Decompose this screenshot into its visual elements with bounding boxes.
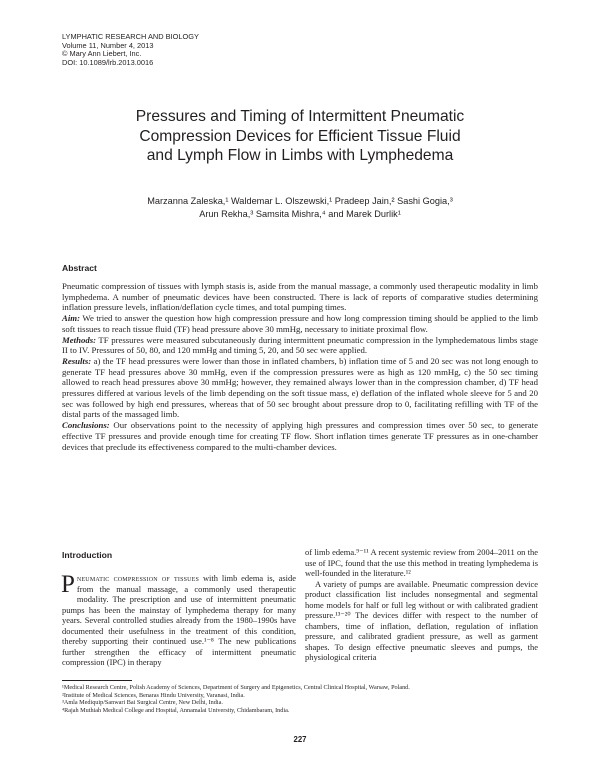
footnotes bbox=[62, 684, 538, 715]
authors-line: Marzanna Zaleska,¹ Waldemar L. Olszewski,¹ Pradeep Jain,² Sashi Gogia,³ bbox=[147, 196, 453, 206]
journal-volume: Volume 11, Number 4, 2013 bbox=[62, 40, 154, 50]
intro-paragraph bbox=[62, 573, 296, 668]
results-label: Results: bbox=[62, 355, 92, 366]
footnote-rule bbox=[62, 680, 132, 681]
author-list bbox=[62, 195, 538, 220]
abstract-background: Pneumatic compression of tissues with lymph stasis is, aside from the manual massage, a commonly used therapeutic modality in limb lymphedema. A number of pneumatic devices have been constructed. There is lack of reports of comparative studies determining inflation pressure levels, inflation/deflation cycle times, and total pumping times. bbox=[62, 281, 538, 313]
right-column bbox=[305, 547, 538, 663]
conclusions-label: Conclusions: bbox=[62, 420, 110, 431]
methods-text: TF pressures were measured subcutaneously during intermittent pneumatic compression in the lymphedematous limbs stage II to IV. Pressures of 50, 80, and 120 mmHg and timing 5, 20, and 50 sec were applied. bbox=[62, 334, 538, 356]
footnote: ²Institute of Medical Sciences, Benaras Hindu University, Varanasi, India. bbox=[62, 691, 245, 699]
drop-cap: P bbox=[61, 571, 75, 598]
footnote: ⁴Rajah Muthiah Medical College and Hospital, Annamalai University, Chidambaram, India. bbox=[62, 707, 290, 715]
article-title bbox=[62, 107, 538, 166]
journal-name: LYMPHATIC RESEARCH AND BIOLOGY bbox=[62, 32, 199, 41]
journal-doi: DOI: 10.1089/lrb.2013.0016 bbox=[62, 57, 154, 67]
footnote: ¹Medical Research Centre, Polish Academy of Sciences, Department of Surgery and Epigenetics, Central Clinical Hospital, Warsaw, Poland. bbox=[62, 684, 410, 691]
journal-copyright: © Mary Ann Liebert, Inc. bbox=[62, 49, 142, 59]
abstract-results bbox=[62, 356, 538, 420]
journal-header bbox=[62, 33, 199, 67]
intro-continued bbox=[305, 547, 538, 663]
intro-paragraph-cont: of limb edema.⁹⁻¹¹ A recent systemic review from 2004–2011 on the use of IPC, found that the use this method in treating lymphedema is well-founded in the literature.¹² bbox=[305, 547, 538, 579]
abstract-body bbox=[62, 281, 538, 452]
intro-text: with limb edema is, aside from the manual massage, a commonly used therapeutic modality. The prescription and use of intermittent pneumatic pumps has been the mainstay of lymphedema therapy for many years. Several controlled studies already from the 1980–1990s have documented their usefulness in the treatment of this condition, thereby supporting their continued use.¹⁻⁸ The new publications further strengthen the efficacy of intermittent pneumatic compression (IPC) in therapy bbox=[62, 573, 296, 668]
footnote: ³Amla Mediquip/Sanwari Bai Surgical Centre, New Delhi, India. bbox=[62, 699, 223, 707]
page-number: 227 bbox=[293, 735, 307, 744]
abstract-aim bbox=[62, 313, 538, 334]
abstract-conclusions bbox=[62, 420, 538, 452]
authors-line: Arun Rekha,³ Samsita Mishra,⁴ and Marek Durlik¹ bbox=[199, 208, 401, 219]
results-text: a) the TF head pressures were lower than those in inflated chambers, b) inflation time of 5 and 20 sec was not long enough to generate TF head pressures above 30 mmHg, even if the compression pressures were as high as 120 mmHg, c) the 50 sec timing allowed to reach head pressures above 30 mmHg; however, they remained always lower than in the compression chamber, d) TF head pressures differed at various levels of the limb depending on the soft tissue mass, e) deflation of the inflated whole sleeve for 5 and 20 sec was followed by high end pressures, whereas that of 50 sec brought about pressure drop to 0, facilitating refilling with TF of the distal parts of the massaged limb. bbox=[62, 355, 538, 420]
aim-text: We tried to answer the question how high compression pressure and how long compression timing should be applied to the limb soft tissues to reach tissue fluid (TF) head pressure above 30 mmHg, necessary to initiate proximal flow. bbox=[62, 313, 538, 334]
intro-smallcaps: neumatic compression of tissues bbox=[76, 573, 200, 583]
introduction-heading: Introduction bbox=[62, 550, 113, 560]
title-line: Compression Devices for Efficient Tissue Fluid bbox=[139, 127, 461, 145]
abstract-heading: Abstract bbox=[62, 263, 97, 273]
conclusions-text: Our observations point to the necessity of applying high pressures and compression times over 50 sec, to generate effective TF pressures and provide enough time for creating TF flow. Short inflation times generate TF pressures as in one-chamber devices that preclude its effectiveness compared to the multi-chamber devices. bbox=[62, 420, 538, 452]
title-line: Pressures and Timing of Intermittent Pneumatic bbox=[135, 108, 465, 125]
methods-label: Methods: bbox=[62, 334, 97, 345]
left-column bbox=[62, 550, 296, 668]
abstract-methods bbox=[62, 335, 538, 356]
title-line: and Lymph Flow in Limbs with Lymphedema bbox=[146, 147, 454, 165]
aim-label: Aim: bbox=[62, 313, 80, 324]
intro-paragraph-2: A variety of pumps are available. Pneumatic compression device product classification list includes nonsegmental and segmental home models for half or full leg without or with calibrated gradient pressure.¹³⁻²⁰ The devices differ with respect to the number of chambers, time of inflation, deflation, regulation of inflation pressure, and calibrated gradient pressure, as well as garment shapes. To design effective pneumatic sleeves and pumps, the physiological criteria bbox=[305, 578, 538, 663]
